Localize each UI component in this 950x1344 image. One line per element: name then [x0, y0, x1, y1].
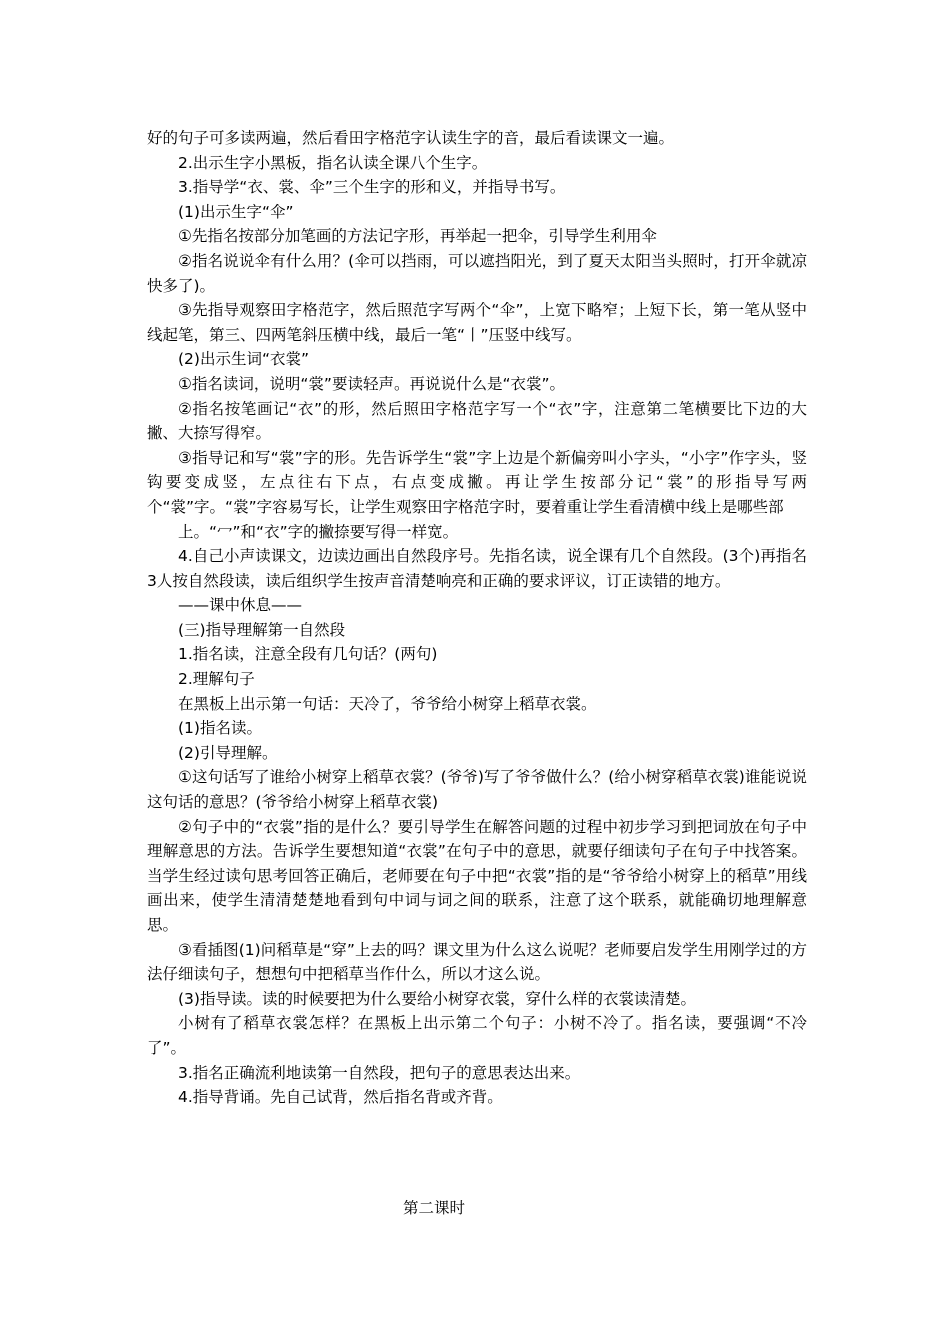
paragraph: ②指名按笔画记“衣”的形，然后照田字格范字写一个“衣”字，注意第二笔横要比下边的大撇、大捺写得窄。 [147, 399, 807, 443]
paragraph: 4.自己小声读课文，边读边画出自然段序号。先指名读，说全课有几个自然段。(3个)再指名3人按自然段读，读后组织学生按声音清楚响亮和正确的要求评议，订正读错的地方。 [147, 547, 807, 590]
paragraph: 4.指导背诵。先自己试背，然后指名背或齐背。 [178, 1088, 503, 1107]
paragraph: 上。“冖”和“衣”字的撇捺要写得一样宽。 [178, 522, 459, 541]
paragraph: (1)指名读。 [178, 719, 262, 738]
paragraph: 好的句子可多读两遍，然后看田字格范字认读生字的音，最后看读课文一遍。 [147, 129, 675, 147]
paragraph: 在黑板上出示第一句话：天冷了，爷爷给小树穿上稻草衣裳。 [178, 694, 597, 713]
paragraph: (三)指导理解第一自然段 [178, 620, 346, 639]
paragraph: (2)引导理解。 [178, 743, 278, 762]
paragraph: ①先指名按部分加笔画的方法记字形，再举起一把伞，引导学生利用伞 [178, 227, 657, 246]
paragraph: ②指名说说伞有什么用？(伞可以挡雨，可以遮挡阳光，到了夏天太阳当头照时，打开伞就凉快多了)。 [147, 251, 807, 295]
paragraph: 小树有了稻草衣裳怎样？在黑板上出示第二个句子：小树不冷了。指名读，要强调“不冷了”。 [147, 1014, 807, 1057]
paragraph: ③看插图(1)问稻草是“穿”上去的吗？课文里为什么这么说呢？老师要启发学生用刚学过的方法仔细读句子，想想句中把稻草当作什么，所以才这么说。 [147, 940, 807, 984]
paragraph: (1)出示生字“伞” [178, 202, 294, 221]
paragraph: ①这句话写了谁给小树穿上稻草衣裳？(爷爷)写了爷爷做什么？(给小树穿稻草衣裳)谁能说说这句话的意思？(爷爷给小树穿上稻草衣裳) [147, 768, 807, 812]
paragraph: 2.出示生字小黑板，指名认读全课八个生字。 [178, 153, 488, 172]
paragraph: (3)指导读。读的时候要把为什么要给小树穿衣裳，穿什么样的衣裳读清楚。 [178, 989, 696, 1008]
paragraph: ①指名读词，说明“裳”要读轻声。再说说什么是“衣裳”。 [178, 374, 566, 393]
paragraph: ③指导记和写“裳”字的形。先告诉学生“裳”字上边是个新偏旁叫小字头，“小字”作字头，竖钩要变成竖，左点往右下点，右点变成撇。再让学生按部分记“裳”的形指导写两个“裳”字。“裳”字容易写长，让学生观察田字格范字时，要着重让学生看清横中线上是哪些部 [147, 448, 807, 516]
paragraph: 2.理解句子 [178, 670, 255, 689]
paragraph: ③先指导观察田字格范字，然后照范字写两个“伞”，上宽下略窄；上短下长，第一笔从竖中线起笔，第三、四两笔斜压横中线，最后一笔“丨”压竖中线写。 [147, 301, 807, 344]
section-title: 第二课时 [402, 1199, 465, 1217]
document-body [147, 126, 807, 1110]
paragraph: ——课中休息—— [178, 596, 303, 615]
paragraph: 3.指导学“衣、裳、伞”三个生字的形和义，并指导书写。 [178, 178, 566, 197]
paragraph: 3.指名正确流利地读第一自然段，把句子的意思表达出来。 [178, 1063, 581, 1082]
paragraph: 1.指名读，注意全段有几句话？(两句) [178, 645, 438, 664]
paragraph: (2)出示生词“衣裳” [178, 350, 310, 369]
paragraph: ②句子中的“衣裳”指的是什么？要引导学生在解答问题的过程中初步学习到把词放在句子中理解意思的方法。告诉学生要想知道“衣裳”在句子中的意思，就要仔细读句子在句子中找答案。当学生经过读句思考回答正确后，老师要在句子中把“衣裳”指的是“爷爷给小树穿上的稻草”用线画出来，使学生清清楚楚地看到句中词与词之间的联系，注意了这个联系，就能确切地理解意思。 [147, 817, 807, 934]
